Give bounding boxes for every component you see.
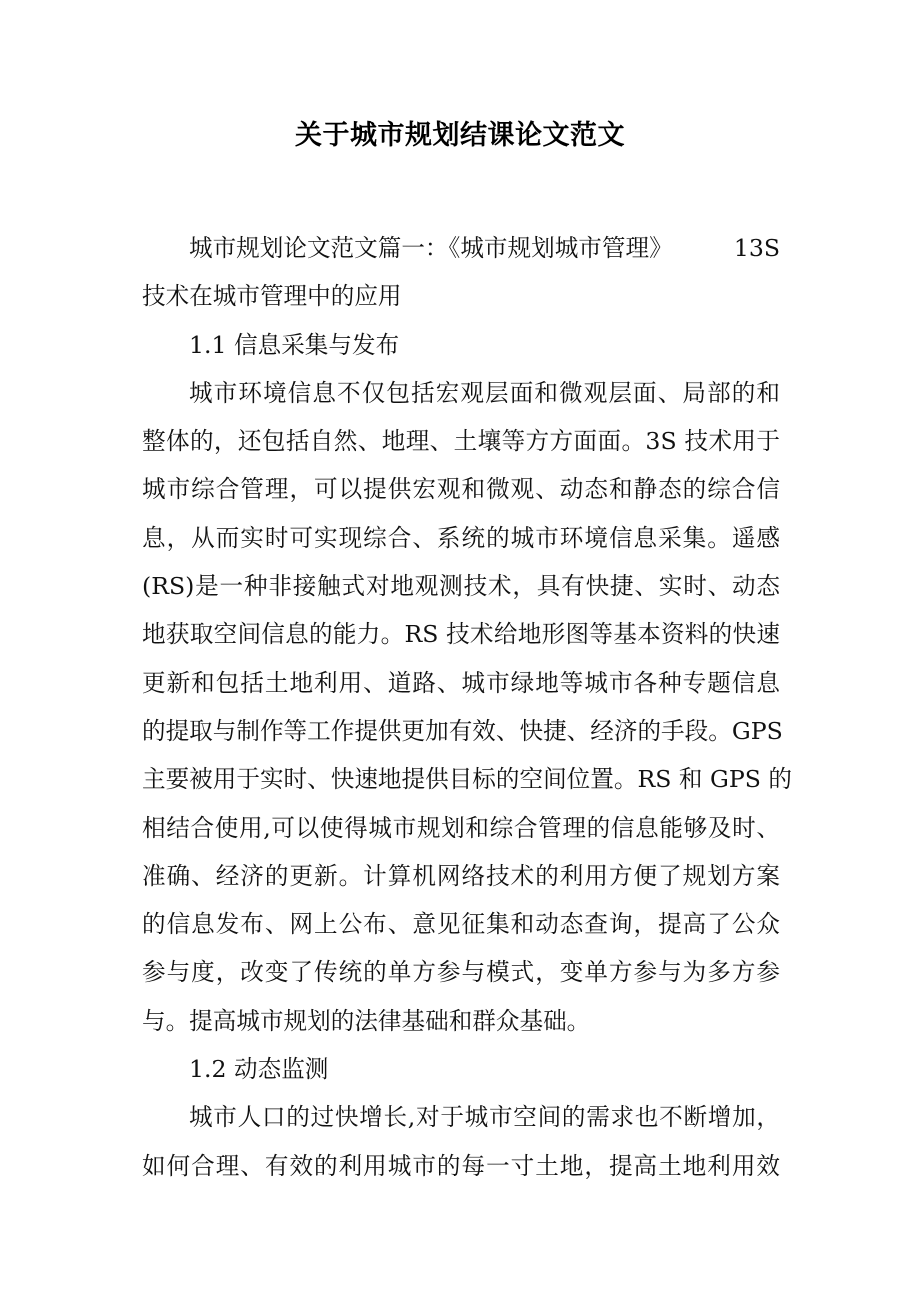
document-body: [142, 224, 792, 1190]
paragraph-line: 准确、经济的更新。计算机网络技术的利用方便了规划方案: [142, 861, 780, 890]
paragraph-line: 息，从而实时可实现综合、系统的城市环境信息采集。遥感: [142, 523, 780, 552]
paragraph-line: 技术在城市管理中的应用: [142, 282, 402, 311]
paragraph-line: 城市综合管理，可以提供宏观和微观、动态和静态的综合信: [142, 475, 780, 504]
paragraph-line: 城市人口的过快增长,对于城市空间的需求也不断增加，: [189, 1103, 780, 1132]
document-title: 关于城市规划结课论文范文: [295, 120, 625, 151]
section-heading-1-2: 1.2 动态监测: [189, 1055, 329, 1084]
paragraph-line: (RS)是一种非接触式对地观测技术，具有快捷、实时、动态: [142, 572, 780, 601]
paragraph-line: 城市环境信息不仅包括宏观层面和微观层面、局部的和: [189, 378, 780, 407]
paragraph-line: 整体的，还包括自然、地理、土壤等方方面面。3S 技术用于: [142, 427, 780, 456]
paragraph-line: 如何合理、有效的利用城市的每一寸土地，提高土地利用效: [142, 1151, 780, 1180]
paragraph-line: 相结合使用,可以使得城市规划和综合管理的信息能够及时、: [142, 813, 780, 842]
section-heading-1-1: 1.1 信息采集与发布: [189, 330, 400, 359]
paragraph-line: 的信息发布、网上公布、意见征集和动态查询，提高了公众: [142, 910, 780, 939]
paragraph-line: 更新和包括土地利用、道路、城市绿地等城市各种专题信息: [142, 668, 780, 697]
article-heading-suffix: 13S: [733, 234, 780, 262]
article-heading-text: 城市规划论文范文篇一：《城市规划城市管理》: [189, 234, 673, 262]
paragraph-line: 主要被用于实时、快速地提供目标的空间位置。RS 和 GPS 的: [142, 765, 792, 794]
paragraph-line: 与。提高城市规划的法律基础和群众基础。: [142, 1006, 591, 1035]
paragraph-line: 地获取空间信息的能力。RS 技术给地形图等基本资料的快速: [142, 620, 780, 649]
paragraph-line: 的提取与制作等工作提供更加有效、快捷、经济的手段。GPS: [142, 716, 783, 745]
paragraph-line: 参与度，改变了传统的单方参与模式，变单方参与为多方参: [142, 958, 780, 987]
paragraph-line-intro: [142, 224, 780, 272]
